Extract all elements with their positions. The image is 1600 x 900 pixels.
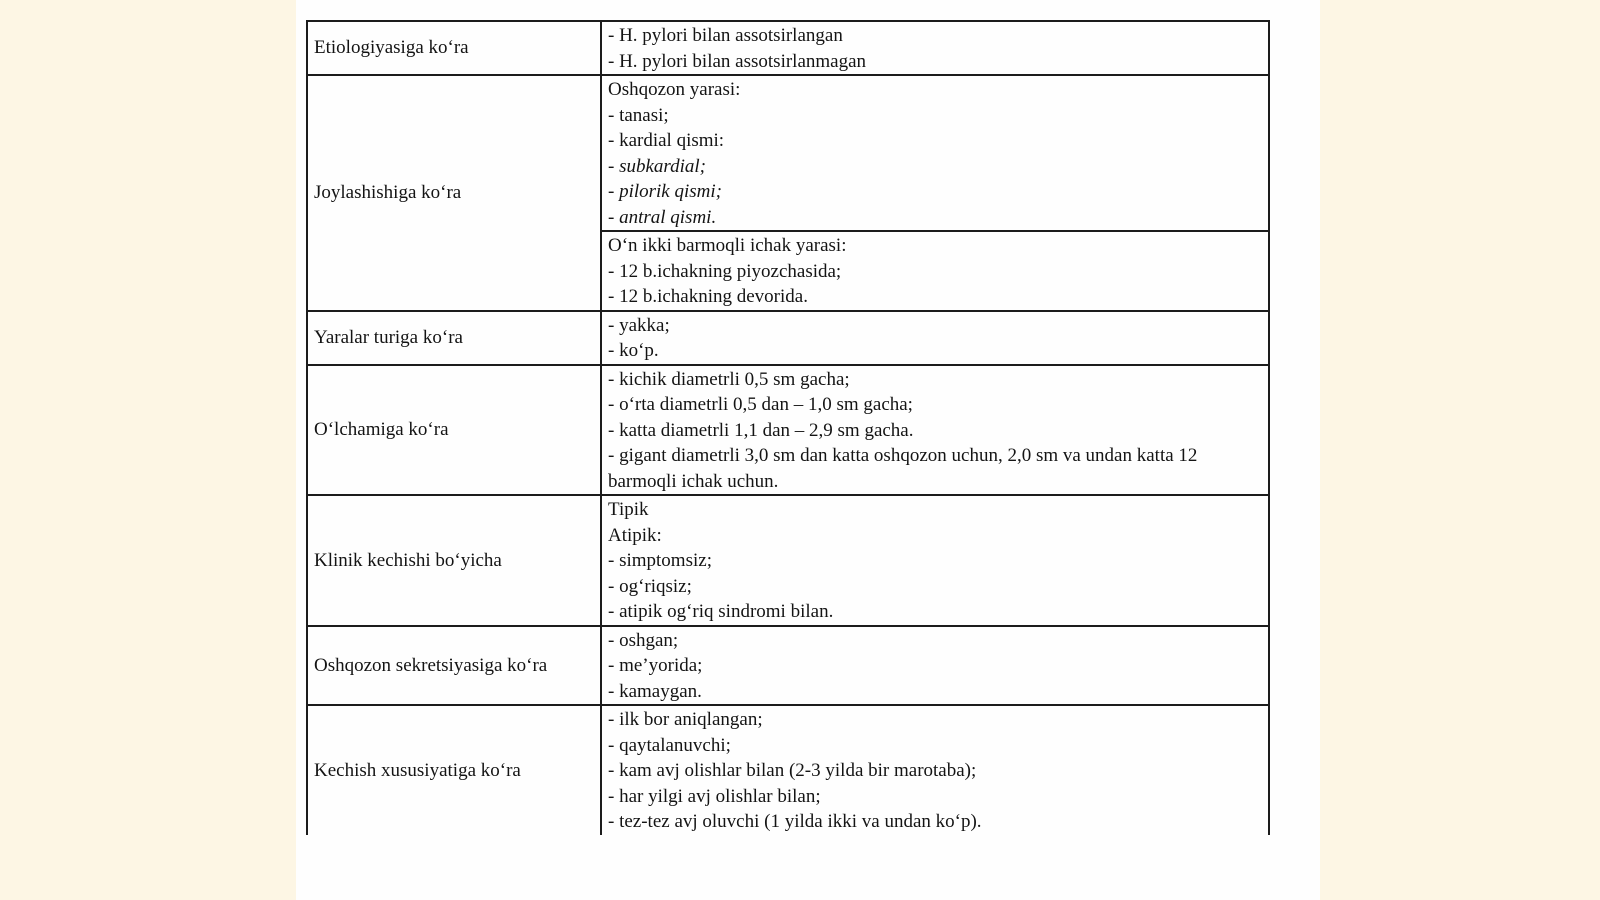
- list-item: - tez-tez avj oluvchi (1 yilda ikki va undan koʻp).: [608, 811, 982, 832]
- list-item: - pilorik qismi;: [608, 181, 722, 202]
- document-page: [296, 0, 1320, 900]
- list-item: - koʻp.: [608, 340, 659, 361]
- row-category: Joylashishiga koʻra: [307, 75, 601, 311]
- row-items: [601, 626, 1269, 706]
- list-item: Oʻn ikki barmoqli ichak yarasi:: [608, 235, 847, 256]
- list-item: - har yilgi avj olishlar bilan;: [608, 785, 821, 807]
- list-item: - H. pylori bilan assotsirlanmagan: [608, 50, 867, 72]
- row-items: [601, 495, 1269, 626]
- list-item: - H. pylori bilan assotsirlangan: [608, 25, 843, 46]
- row-items: [601, 231, 1269, 311]
- list-item: - simptomsiz;: [608, 550, 712, 571]
- list-item: - 12 b.ichakning piyozchasida;: [608, 260, 842, 282]
- table-row: [307, 311, 1269, 365]
- table-row: [307, 365, 1269, 496]
- list-item: - yakka;: [608, 314, 670, 336]
- table-row: [307, 705, 1269, 835]
- row-category: Kechish xususiyatiga koʻra: [307, 705, 601, 835]
- list-item: - kichik diametrli 0,5 sm gacha;: [608, 368, 850, 390]
- list-item: - katta diametrli 1,1 dan – 2,9 sm gacha.: [608, 419, 914, 441]
- classification-table: [306, 20, 1270, 835]
- table-row: [307, 75, 1269, 231]
- list-item: Oshqozon yarasi:: [608, 79, 741, 100]
- row-items: [601, 311, 1269, 365]
- row-category: Etiologiyasiga koʻra: [307, 21, 601, 75]
- list-item: - oʻrta diametrli 0,5 dan – 1,0 sm gacha;: [608, 394, 913, 415]
- list-item: - 12 b.ichakning devorida.: [608, 286, 808, 307]
- list-item: - oshgan;: [608, 629, 679, 651]
- list-item: - kam avj olishlar bilan (2-3 yilda bir marotaba);: [608, 760, 977, 781]
- list-item: - gigant diametrli 3,0 sm dan katta oshqozon uchun, 2,0 sm va undan katta 12 barmoqli ichak uchun.: [608, 445, 1198, 492]
- table-row: [307, 495, 1269, 626]
- list-item: - tanasi;: [608, 104, 669, 126]
- row-category: Oshqozon sekretsiyasiga koʻra: [307, 626, 601, 706]
- list-item: - subkardial;: [608, 155, 706, 177]
- list-item: - kardial qismi:: [608, 130, 725, 151]
- row-items: [601, 365, 1269, 496]
- row-category: Yaralar turiga koʻra: [307, 311, 601, 365]
- list-item: - kamaygan.: [608, 680, 702, 702]
- row-items: [601, 21, 1269, 75]
- table-row: [307, 626, 1269, 706]
- row-items: [601, 75, 1269, 231]
- list-item: - ogʻriqsiz;: [608, 575, 692, 597]
- list-item: Tipik: [608, 499, 649, 520]
- row-items: [601, 705, 1269, 835]
- row-category: Klinik kechishi boʻyicha: [307, 495, 601, 626]
- list-item: - atipik ogʻriq sindromi bilan.: [608, 601, 834, 622]
- row-category: Oʻlchamiga koʻra: [307, 365, 601, 496]
- list-item: Atipik:: [608, 524, 662, 546]
- list-item: - qaytalanuvchi;: [608, 734, 731, 756]
- list-item: - antral qismi.: [608, 206, 717, 228]
- list-item: - meʼyorida;: [608, 655, 703, 676]
- list-item: - ilk bor aniqlangan;: [608, 709, 763, 730]
- table-row: [307, 21, 1269, 75]
